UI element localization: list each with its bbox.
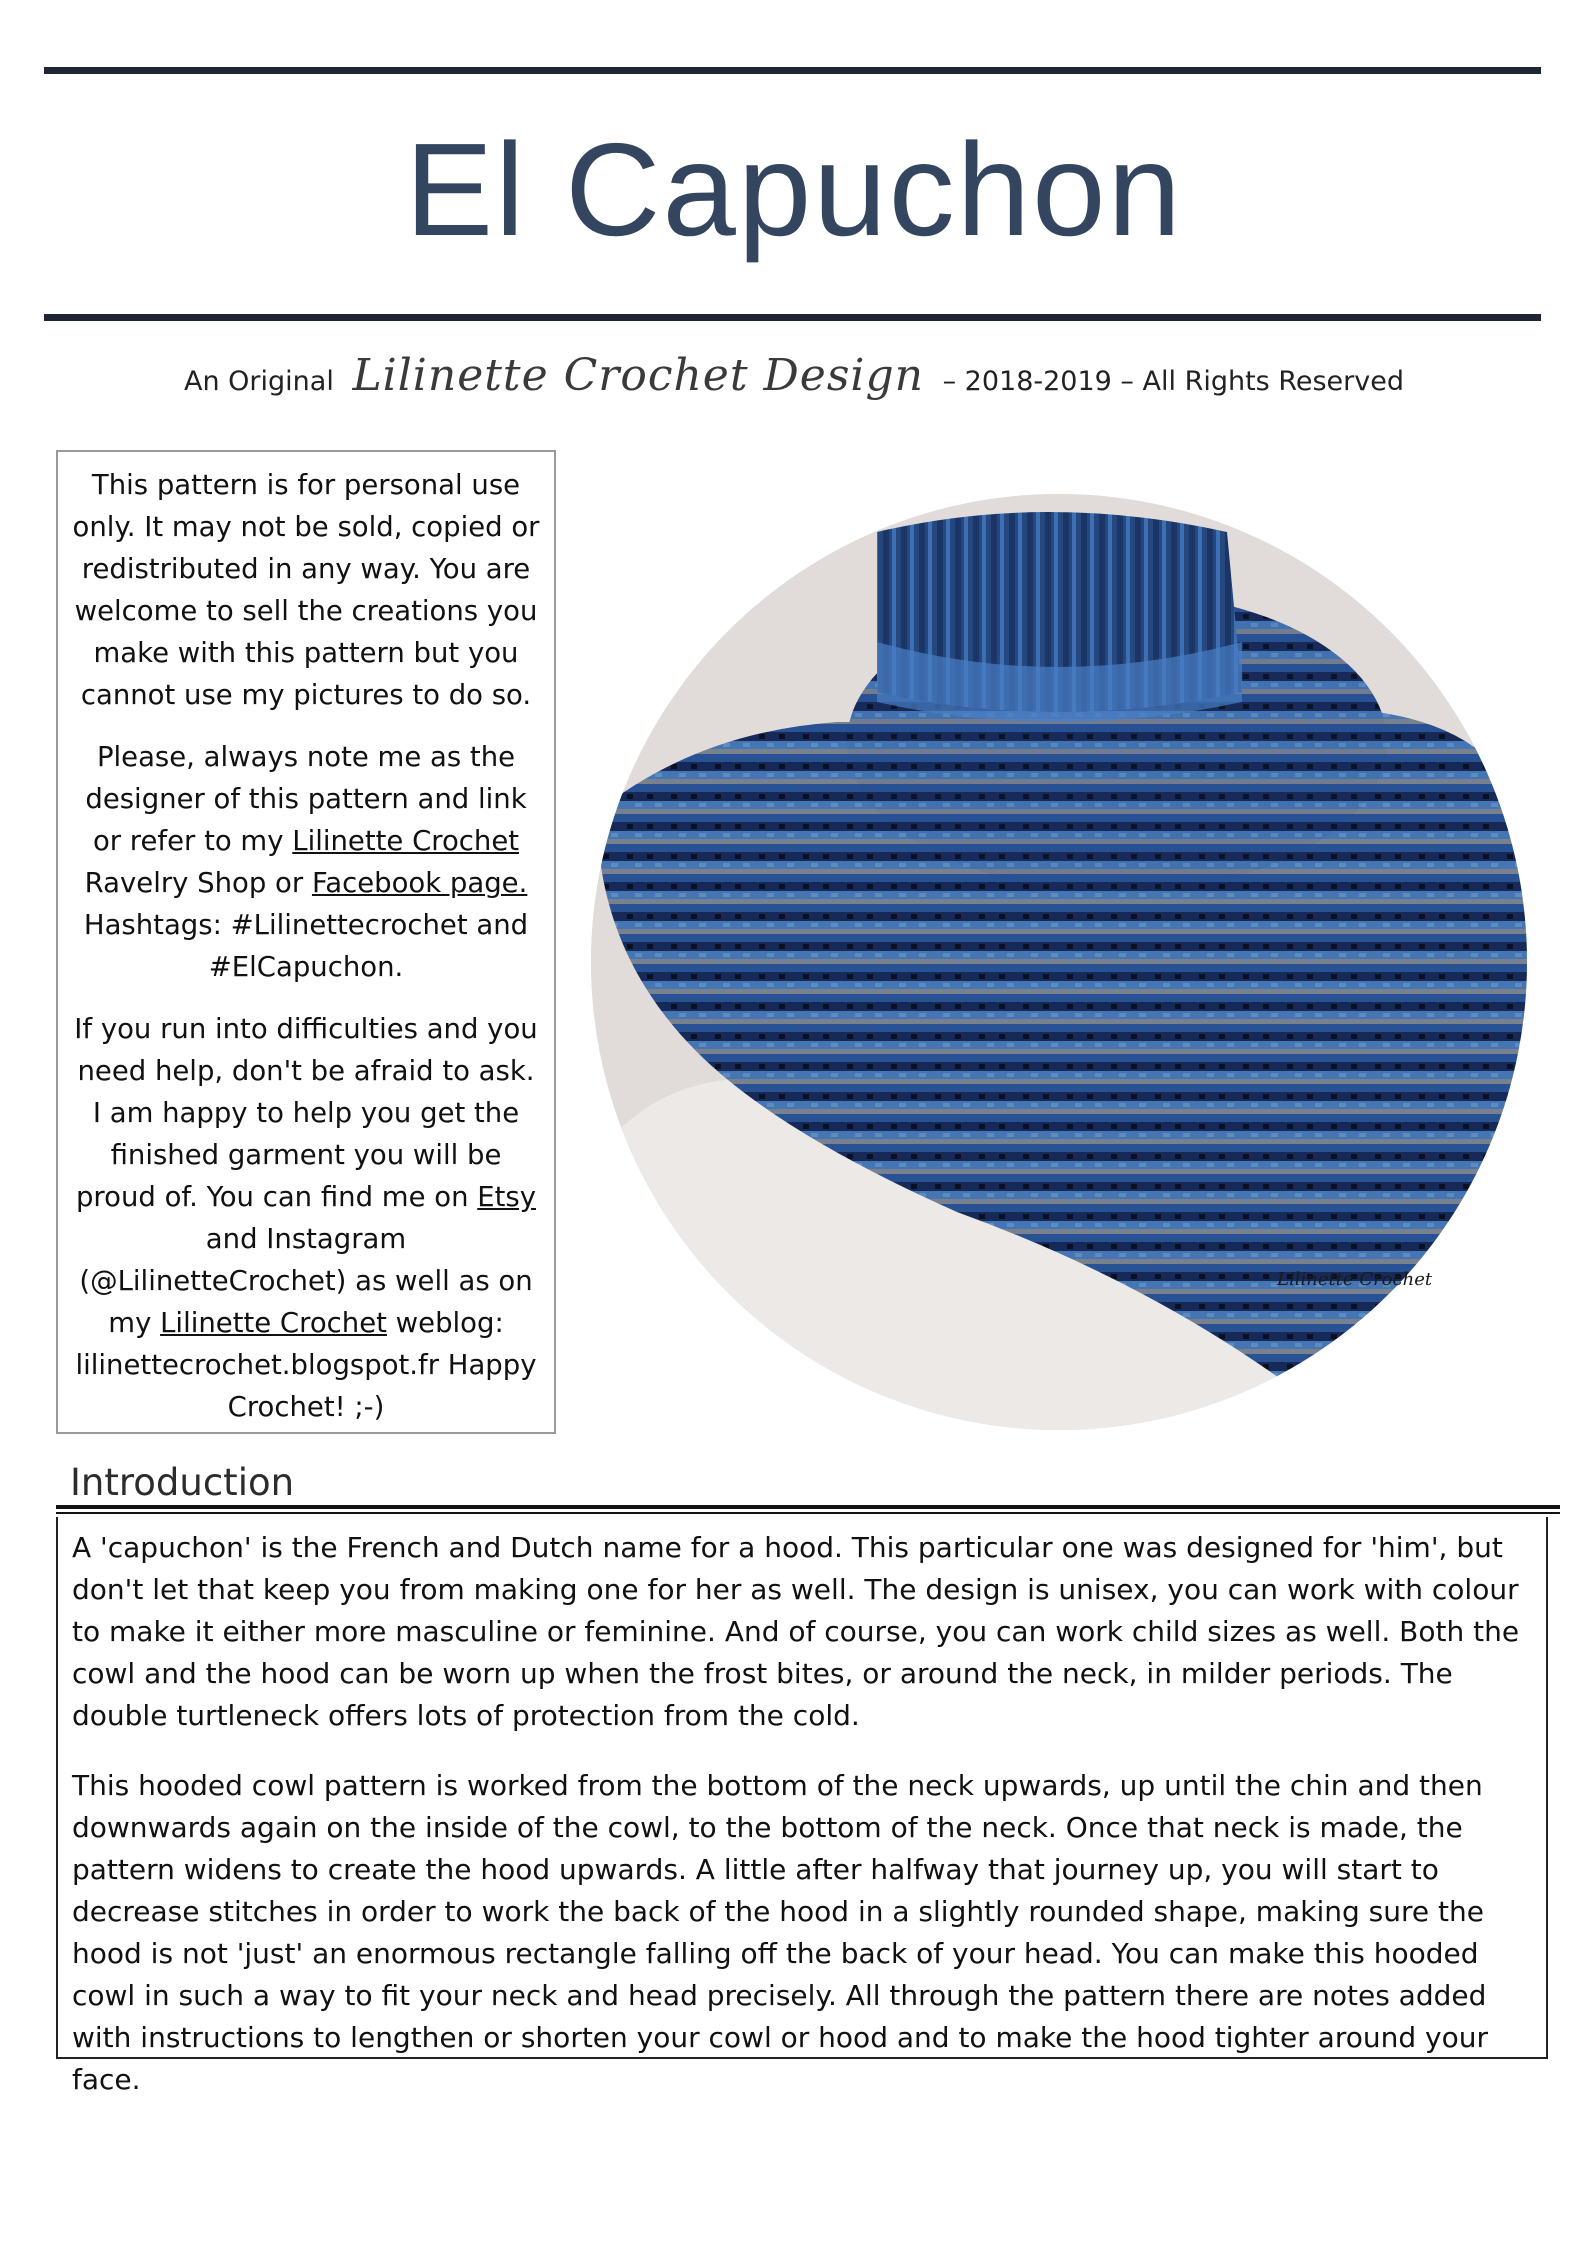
section-heading: Introduction <box>70 1461 295 1504</box>
title-divider <box>44 314 1541 321</box>
section-divider <box>56 1505 1560 1509</box>
intro-paragraph: This hooded cowl pattern is worked from the bottom of the neck upwards, up until the chin and then downwards again on the inside of the cowl, to the bottom of the neck. Once that neck is made, the pattern widens to create the hood upwards. A little after halfway that journey up, you will start to decrease stitches in order to work the back of the hood in a slightly rounded shape, making sure the hood is not 'just' an enormous rectangle falling off the back of your head. You can make this hooded cowl in such a way to fit your neck and head precisely. All through the pattern there are notes added with instructions to lengthen or shorten your cowl or hood and to make the hood tighter around your face. <box>72 1769 1488 2096</box>
attribution-text: Please, always note me as the designer of this pattern and link or refer to my <box>85 741 527 857</box>
intro-paragraph: A 'capuchon' is the French and Dutch name for a hood. This particular one was designed for 'him', but don't let that keep you from making one for her as well. The design is unisex, you can work with colour to make it either more masculine or feminine. And of course, you can work child sizes as well. Both the cowl and the hood can be worn up when the frost bites, or around the neck, in milder periods. The double turtleneck offers lots of protection from the cold. <box>72 1531 1520 1732</box>
blog-link[interactable]: Lilinette Crochet <box>160 1307 387 1339</box>
product-photo <box>577 492 1542 1435</box>
photo-watermark: Lilinette Crochet <box>1277 1269 1433 1290</box>
byline-prefix: An Original <box>184 366 334 397</box>
ravelry-link[interactable]: Lilinette Crochet <box>292 825 520 857</box>
help-paragraph <box>72 1008 540 1428</box>
section-divider <box>56 1512 1560 1514</box>
help-text: If you run into difficulties and you need help, don't be afraid to ask. I am happy to help you get the finished garment you will be proud of. You can find me on <box>74 1013 538 1213</box>
top-divider <box>44 67 1541 74</box>
introduction-body <box>56 1517 1548 2096</box>
etsy-link[interactable]: Etsy <box>477 1181 537 1213</box>
copyright-notice <box>56 450 556 1434</box>
notice-paragraph: This pattern is for personal use only. It may not be sold, copied or redistributed in any way. You are welcome to sell the creations you make with this pattern but you cannot use my pictures to do so. <box>72 469 540 711</box>
byline <box>0 346 1588 412</box>
byline-suffix: – 2018-2019 – All Rights Reserved <box>942 366 1404 397</box>
help-text: and Instagram (@LilinetteCrochet) as well as on my <box>79 1223 533 1339</box>
help-text: weblog: lilinettecrochet.blogspot.fr Happy Crochet! ;-) <box>75 1307 537 1423</box>
facebook-link[interactable]: Facebook page. <box>311 867 528 899</box>
hashtags-text: Hashtags: #Lilinettecrochet and #ElCapuchon. <box>83 909 529 983</box>
attribution-text: Ravelry Shop or <box>84 867 304 899</box>
brand-name: Lilinette Crochet Design <box>352 350 924 401</box>
page-title: El Capuchon <box>405 116 1183 263</box>
attribution-paragraph <box>72 736 540 988</box>
